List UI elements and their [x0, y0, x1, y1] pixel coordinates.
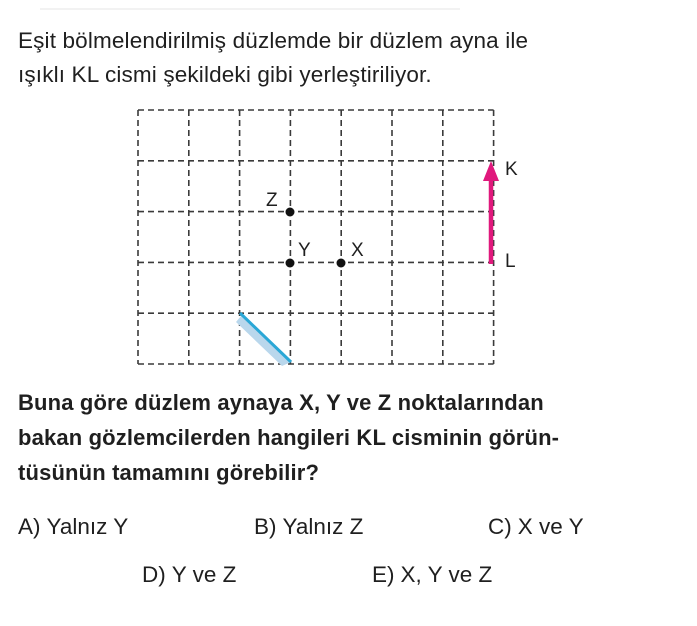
mirror-shade	[236, 316, 291, 366]
option-d-text: Y ve Z	[171, 562, 237, 587]
option-b[interactable]	[254, 514, 363, 540]
object-kl-arrowhead	[483, 161, 499, 181]
point-x	[337, 259, 346, 268]
question-ask-line-3: tüsünün tamamını görebilir?	[18, 460, 320, 485]
option-c-text: X ve Y	[517, 514, 584, 539]
option-b-letter: B)	[254, 514, 277, 539]
question-intro-line-2: ışıklı KL cismi şekildeki gibi yerleştiriliyor.	[18, 62, 432, 87]
option-c-letter: C)	[488, 514, 512, 539]
option-a-letter: A)	[18, 514, 41, 539]
option-e[interactable]	[372, 562, 492, 588]
point-z	[286, 208, 295, 217]
label-k: K	[505, 159, 518, 180]
option-a-text: Yalnız Y	[46, 514, 129, 539]
option-d[interactable]	[142, 562, 236, 588]
question-ask-line-1: Buna göre düzlem aynaya X, Y ve Z noktalarından	[18, 390, 544, 415]
question-intro-line-1: Eşit bölmelendirilmiş düzlemde bir düzlem ayna ile	[18, 28, 529, 53]
option-b-text: Yalnız Z	[282, 514, 364, 539]
question-ask-line-2: bakan gözlemcilerden hangileri KL cisminin görün-	[18, 425, 560, 450]
option-a[interactable]	[18, 514, 128, 540]
option-e-letter: E)	[372, 562, 395, 587]
plane-mirror	[240, 313, 291, 362]
label-z: Z	[266, 190, 278, 211]
label-x: X	[351, 240, 364, 261]
point-y	[286, 259, 295, 268]
option-d-letter: D)	[142, 562, 166, 587]
grid	[138, 110, 494, 364]
label-l: L	[505, 251, 516, 272]
option-c[interactable]	[488, 514, 584, 540]
label-y: Y	[298, 240, 311, 261]
option-e-text: X, Y ve Z	[400, 562, 493, 587]
